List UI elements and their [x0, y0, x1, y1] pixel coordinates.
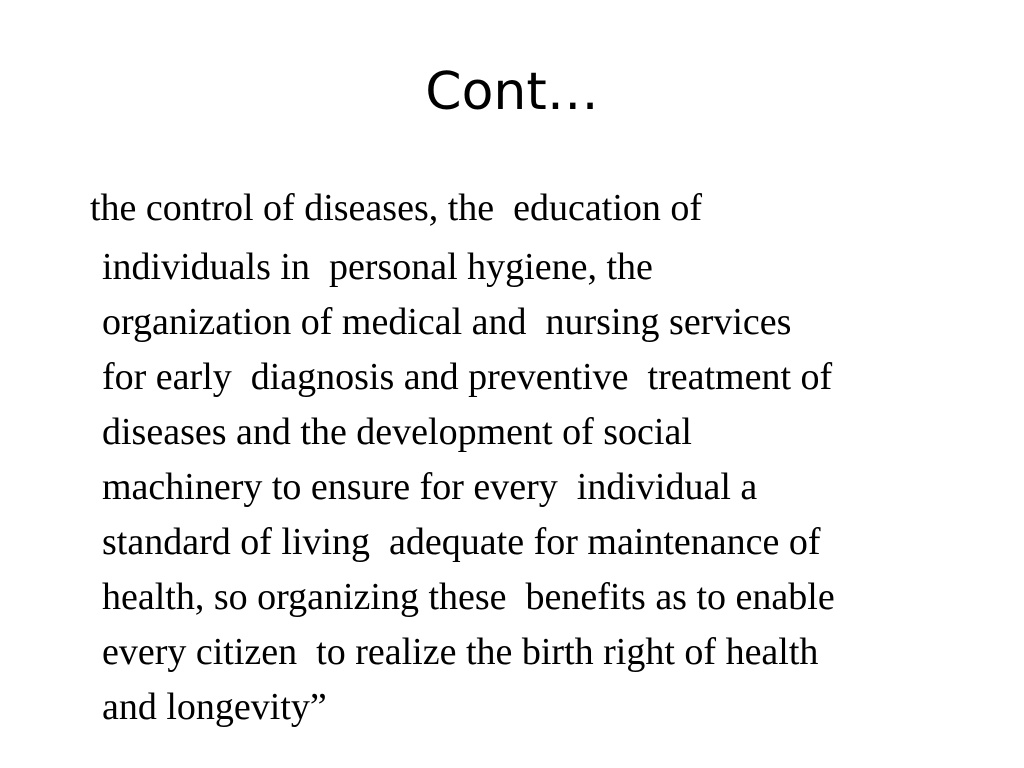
body-line: standard of living adequate for maintenance of — [102, 521, 821, 563]
body-line: organization of medical and nursing services — [102, 301, 792, 343]
body-line: every citizen to realize the birth right of health — [102, 631, 819, 673]
body-line: the control of diseases, the education of — [90, 187, 703, 229]
body-line: for early diagnosis and preventive treatment of — [102, 356, 833, 398]
body-line: machinery to ensure for every individual a — [102, 466, 758, 508]
body-line: diseases and the development of social — [102, 411, 692, 453]
body-line: and longevity” — [102, 686, 327, 728]
body-line: health, so organizing these benefits as to enable — [102, 576, 835, 618]
body-line: individuals in personal hygiene, the — [102, 246, 653, 288]
slide-title: Cont… — [425, 62, 599, 122]
